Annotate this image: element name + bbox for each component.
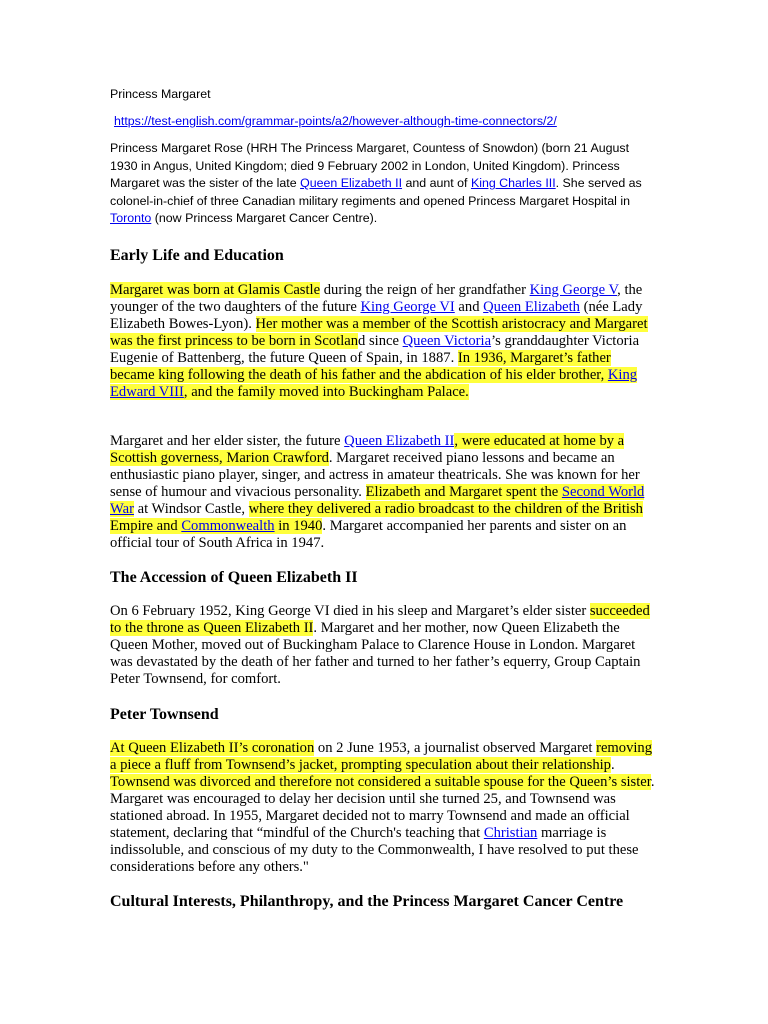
highlight: Margaret was born at Glamis Castle	[110, 282, 321, 298]
highlight: At Queen Elizabeth II’s coronation	[110, 740, 315, 756]
townsend-paragraph	[110, 740, 658, 876]
body-text: during the reign of her grandfather	[320, 282, 530, 298]
link-queen-victoria[interactable]: Queen Victoria	[402, 333, 492, 349]
early-life-paragraph-2	[110, 433, 658, 552]
intro-paragraph	[110, 140, 658, 228]
body-text: ’s granddaughter Victoria Eugenie of Battenberg, the future Queen of Spain, in 1887.	[110, 333, 640, 366]
heading-early-life: Early Life and Education	[110, 247, 284, 264]
body-text: . Margaret was encouraged to delay her decision until she turned 25, and Townsend was stationed abroad. In 1955, Margaret decided not to marry Townsend and made an official statement, declaring that “mindful of the Church's teaching that	[110, 774, 655, 841]
body-text: On 6 February 1952, King George VI died in his sleep and Margaret’s elder sister	[110, 603, 590, 619]
link-king-charles-iii[interactable]: King Charles III	[470, 176, 556, 191]
highlight: In 1936, Margaret’s father became king following the death of his father and the abdication of his elder brother,	[110, 350, 611, 383]
heading-peter-townsend: Peter Townsend	[110, 706, 219, 723]
highlight: Her mother was a member of the Scottish aristocracy and Margaret was the first princess to be born in Scotlan	[110, 316, 648, 349]
early-life-paragraph-1	[110, 282, 658, 401]
link-queen-elizabeth-ii[interactable]: Queen Elizabeth II	[344, 433, 455, 449]
body-text: . Margaret accompanied her parents and sister on an official tour of South Africa in 1947.	[110, 518, 627, 551]
heading-cultural-interests: Cultural Interests, Philanthropy, and the Princess Margaret Cancer Centre	[110, 893, 624, 910]
highlight: Townsend was divorced and therefore not considered a suitable spouse for the Queen’s sister	[110, 774, 651, 790]
body-text: at Windsor Castle,	[133, 501, 249, 517]
intro-text: and aunt of	[402, 176, 471, 191]
link-toronto[interactable]: Toronto	[110, 211, 152, 226]
body-text: marriage is indissoluble, and conscious of my duty to the Commonwealth, I have resolved to put these considerations before any others."	[110, 825, 639, 875]
accession-paragraph	[110, 603, 658, 688]
document-title: Princess Margaret	[110, 87, 211, 101]
highlight: succeeded to the throne as Queen Elizabeth II	[110, 603, 650, 636]
link-christian[interactable]: Christian	[483, 825, 538, 841]
source-link-line	[114, 113, 662, 131]
body-text: . Margaret received piano lessons and became an enthusiastic piano player, singer, and actress in amateur theatricals. She was known for her sense of humour and vivacious personality.	[110, 450, 640, 500]
link-king-george-vi[interactable]: King George VI	[360, 299, 455, 315]
source-url-link[interactable]: https://test-english.com/grammar-points/a2/however-although-time-connectors/2/	[114, 114, 557, 128]
body-text: .	[610, 757, 615, 773]
body-text: Margaret and her elder sister, the future	[110, 433, 345, 449]
intro-text: Princess Margaret Rose (HRH The Princess Margaret, Countess of Snowdon) (born 21 August 1930 in Angus, United Kingdom; died 9 February 2002 in London, United Kingdom). Princess Margaret was the sister of the late	[110, 141, 630, 191]
highlight	[181, 518, 274, 534]
link-queen-elizabeth[interactable]: Queen Elizabeth	[483, 299, 580, 315]
link-commonwealth[interactable]: Commonwealth	[181, 518, 275, 534]
highlight: where they delivered a radio broadcast to the children of the British Empire and	[110, 501, 643, 534]
intro-text: (now Princess Margaret Cancer Centre).	[151, 211, 378, 226]
heading-accession: The Accession of Queen Elizabeth II	[110, 569, 358, 586]
highlight: , were educated at home by a Scottish governess, Marion Crawford	[110, 433, 625, 466]
highlight: , and the family moved into Buckingham Palace.	[183, 384, 469, 400]
body-text: (née Lady Elizabeth Bowes-Lyon).	[110, 299, 643, 332]
link-second-world-war[interactable]: Second World War	[110, 484, 645, 517]
link-king-edward-viii[interactable]: King Edward VIII	[110, 367, 638, 400]
body-text: d since	[358, 333, 403, 349]
link-queen-elizabeth-ii[interactable]: Queen Elizabeth II	[300, 176, 403, 191]
link-king-george-v[interactable]: King George V	[529, 282, 618, 298]
highlight: removing a piece a fluff from Townsend’s jacket, prompting speculation about their relationship	[110, 740, 653, 773]
body-text: , the younger of the two daughters of the future	[110, 282, 643, 315]
body-text: . Margaret and her mother, now Queen Elizabeth the Queen Mother, moved out of Buckingham Palace to Clarence House in London. Margaret was devastated by the death of her father and turned to her father’s equerry, Group Captain Peter Townsend, for comfort.	[110, 620, 641, 687]
body-text: on 2 June 1953, a journalist observed Margaret	[314, 740, 597, 756]
highlight: Elizabeth and Margaret spent the	[365, 484, 562, 500]
highlight: in 1940	[274, 518, 323, 534]
intro-text: . She served as colonel-in-chief of three Canadian military regiments and opened Princess Margaret Hospital in	[110, 176, 642, 208]
body-text: and	[454, 299, 484, 315]
